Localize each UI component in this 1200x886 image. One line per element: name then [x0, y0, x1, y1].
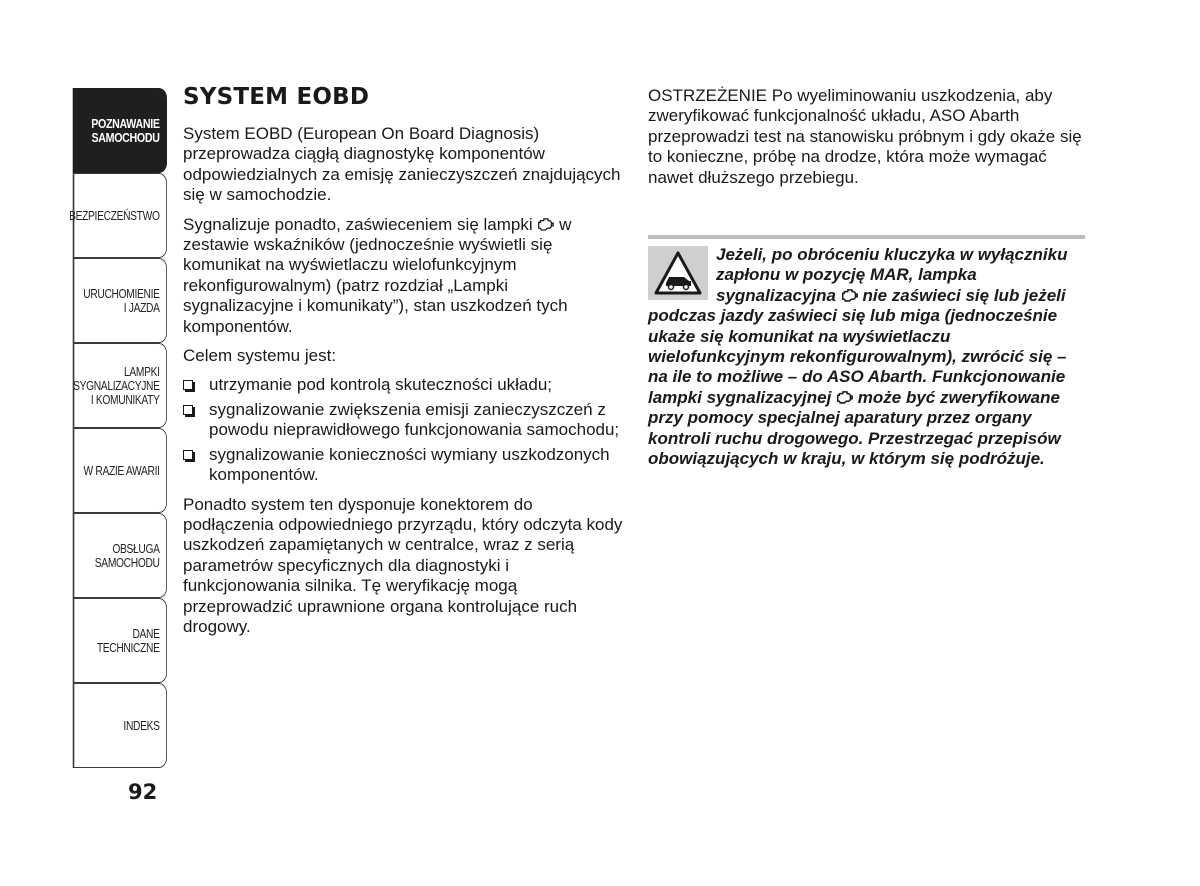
tab-lampki-sygnalizacyjne[interactable] [73, 343, 167, 428]
tab-label: BEZPIECZEŃSTWO [69, 208, 160, 223]
goal-list [183, 375, 623, 485]
tab-obsluga-samochodu[interactable] [73, 513, 167, 598]
paragraph-signal-start: Sygnalizuje ponadto, zaświeceniem się lampki [183, 214, 533, 234]
tab-label: URUCHOMIENIE I JAZDA [83, 286, 160, 315]
tab-poznawanie-samochodu[interactable] [73, 88, 167, 173]
warning-box [648, 245, 1088, 469]
car-warning-triangle-icon [648, 246, 708, 300]
tab-uruchomienie-i-jazda[interactable] [73, 258, 167, 343]
right-column [648, 86, 1088, 188]
paragraph-signal-end: w zestawie wskaźników (jednocześnie wyświetli się komunikat na wyświetlaczu wielofunkcyjnym rekonfigurowalnym) (patrz rozdział „Lampki sygnalizacyjne i komunikaty”), stan uszkodzeń tych komponentów. [183, 214, 572, 336]
tab-label: OBSŁUGA SAMOCHODU [94, 541, 160, 570]
list-item-text: sygnalizowanie konieczności wymiany uszkodzonych komponentów. [209, 444, 610, 485]
section-title: SYSTEM EOBD [183, 84, 370, 110]
tab-label: DANE TECHNICZNE [96, 626, 160, 655]
warning-text-1: Jeżeli, po obróceniu kluczyka w wyłączniku zapłonu w pozycję MAR, lampka sygnalizacyjna [716, 245, 1068, 305]
warning-text-2: nie zaświeci się lub jeżeli podczas jazdy zaświeci się lub miga (jednocześnie ukaże się komunikat na wyświetlaczu wielofunkcyjnym rekonfigurowalnym), zwrócić się – na ile to możliwe – do ASO Abarth. Funkcjonowanie lampki sygnalizacyjnej [648, 285, 1067, 407]
tab-label: LAMPKI SYGNALIZACYJNE I KOMUNIKATY [73, 364, 160, 407]
tab-w-razie-awarii[interactable] [73, 428, 167, 513]
tab-label: POZNAWANIE SAMOCHODU [91, 115, 160, 145]
paragraph-intro: System EOBD (European On Board Diagnosis) przeprowadza ciągłą diagnostykę komponentów odpowiedzialnych za emisję zanieczyszczeń znajdujących się w samochodzie. [183, 124, 621, 205]
left-column [183, 84, 623, 646]
tab-label: W RAZIE AWARII [83, 463, 160, 478]
engine-check-icon [537, 216, 554, 230]
list-item [183, 375, 623, 395]
checkbox-bullet-icon [183, 405, 193, 415]
list-item-text: sygnalizowanie zwiększenia emisji zanieczyszczeń z powodu nieprawidłowego funkcjonowania samochodu; [209, 399, 620, 440]
engine-check-icon [836, 389, 853, 403]
paragraph-goal: Celem systemu jest: [183, 346, 337, 366]
tab-indeks[interactable] [73, 683, 167, 768]
list-item [183, 400, 623, 441]
tab-label: INDEKS [123, 718, 160, 733]
page-number: 92 [128, 780, 158, 804]
paragraph-signal [183, 215, 623, 337]
checkbox-bullet-icon [183, 450, 193, 460]
tab-dane-techniczne[interactable] [73, 598, 167, 683]
engine-check-icon [841, 287, 858, 301]
list-item [183, 445, 623, 486]
checkbox-bullet-icon [183, 380, 193, 390]
tab-bezpieczenstwo[interactable] [69, 173, 167, 258]
divider [648, 235, 1085, 239]
chapter-tabs [52, 88, 167, 768]
list-item-text: utrzymanie pod kontrolą skuteczności układu; [209, 375, 553, 395]
warning-text-3: może być zweryfikowane przy pomocy specjalnej aparatury przez organy kontroli ruchu drogowego. Przestrzegać przepisów obowiązujących w kraju, w którym się podróżuje. [648, 387, 1061, 469]
paragraph-connector: Ponadto system ten dysponuje konektorem do podłączenia odpowiedniego przyrządu, który odczyta kody uszkodzeń zapamiętanych w centralce, wraz z serią parametrów specyficznych dla diagnostyki i funkcjonowania silnika. Tę weryfikację mogą przeprowadzić uprawnione organa kontrolujące ruch drogowy. [183, 494, 623, 636]
note-paragraph: OSTRZEŻENIE Po wyeliminowaniu uszkodzenia, aby zweryfikować funkcjonalność układu, ASO Abarth przeprowadzi test na stanowisku próbnym i gdy okaże się to konieczne, próbę na drodze, która może wymagać nawet dłuższego przebiegu. [648, 86, 1082, 187]
